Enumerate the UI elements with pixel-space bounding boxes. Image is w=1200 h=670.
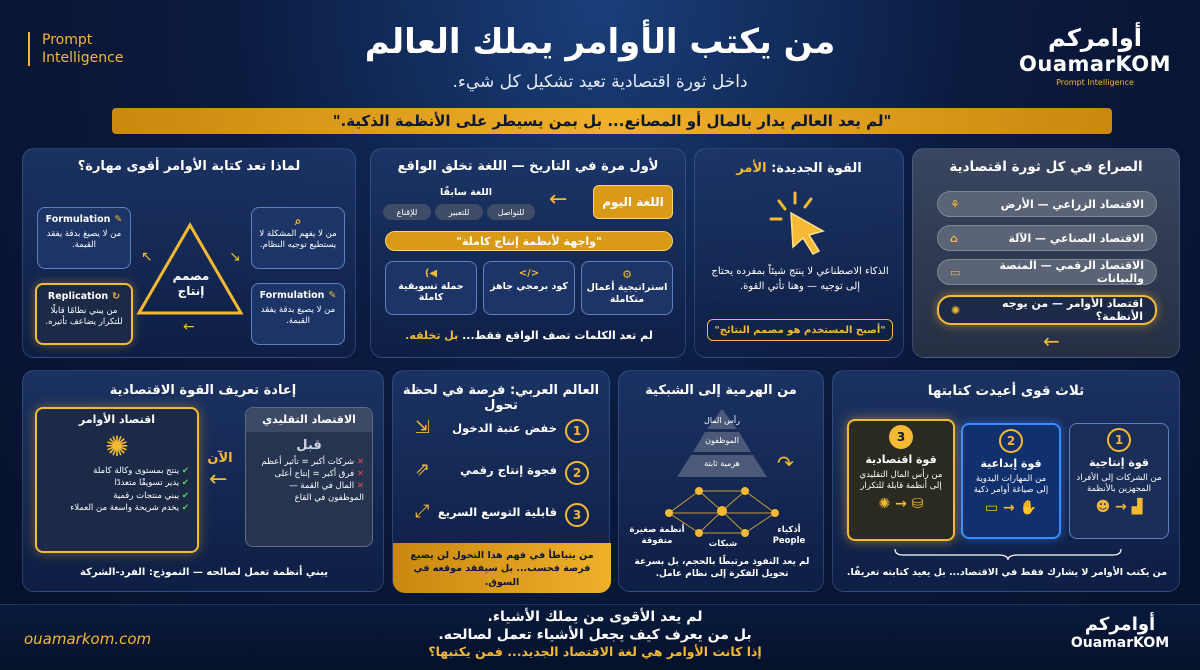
arrow-left-icon: ← — [209, 467, 228, 492]
order-item — [45, 465, 189, 477]
check-icon: ✔ — [179, 466, 189, 476]
skill-node-text: من لا يفهم المشكلة لا يستطيع توجيه النظام. — [259, 229, 337, 251]
arab-number: 1 — [565, 419, 589, 443]
cross-icon: ✕ — [354, 457, 364, 467]
power-item-text: من رأس المال التقليدي إلى أنظمة قابلة للتكرار — [859, 469, 943, 491]
conflict-item-label: الاقتصاد الصناعي — الآلة — [1008, 231, 1144, 245]
skill-node-top-right — [251, 207, 345, 269]
quote-text: "لم يعد العالم يدار بالمال أو المصانع... بل بمن يسيطر على الأنظمة الذكية." — [332, 112, 892, 130]
redefine-footer: يبني أنظمة تعمل لصالحه — النموذج: الفرد-الشركة — [80, 567, 328, 578]
power-title-prefix: القوة الجديدة: — [771, 161, 862, 176]
wheat-icon: ⚘ — [950, 197, 960, 211]
language-footer-accent: بل تخلقه. — [405, 329, 459, 342]
hand-chat-icon: ✋ → ▭ — [984, 499, 1038, 516]
power-number: 3 — [889, 425, 913, 449]
power-item-text: من المهارات اليدوية إلى صياغة أوامر ذكية — [973, 473, 1049, 495]
refresh-icon: Replication ↻ — [47, 291, 121, 302]
logo-tagline: Prompt Intelligence — [1056, 78, 1134, 87]
power-number: 2 — [999, 429, 1023, 453]
skill-node-text: من لا يصيغ بدقة يفقد القيمة. — [260, 304, 336, 326]
trad-item-text: شركات أكبر = تأثير أعظم — [261, 457, 355, 467]
power-item-title: قوة إبداعية — [980, 457, 1042, 470]
card-language — [370, 148, 686, 358]
card-skill-title: لماذا تعد كتابة الأوامر أقوى مهارة؟ — [77, 159, 301, 174]
order-item — [45, 502, 189, 514]
brand-left-line2: Intelligence — [42, 50, 124, 66]
power-item-2 — [961, 423, 1061, 539]
skill-node-bottom-right — [251, 283, 345, 345]
quote-banner — [112, 108, 1112, 134]
footer-logo-ar: أوامركم — [1084, 614, 1156, 635]
traditional-title: الاقتصاد التقليدي — [246, 408, 372, 432]
header-logo — [1010, 24, 1180, 87]
order-item-text: ينتج بمستوى وكالة كاملة — [93, 466, 180, 476]
card-arab — [392, 370, 610, 592]
brace-graphic — [893, 547, 1123, 561]
check-icon: ✔ — [179, 502, 189, 513]
skill-center: مصمم إنتاج — [172, 269, 210, 298]
footer-logo-en: OuamarKOM — [1070, 635, 1170, 651]
conflict-item-2 — [937, 225, 1157, 251]
page-subtitle: داخل ثورة اقتصادية تعيد تشكيل كل شيء. — [452, 72, 748, 92]
brand-left — [28, 32, 123, 66]
order-item-text: يدير تسويقًا متعددًا — [114, 478, 180, 489]
power-item-3 — [847, 419, 955, 541]
trad-item-text: المال في القمة — الموظفون في القاع — [289, 480, 364, 503]
page-title: من يكتب الأوامر يملك العالم — [364, 22, 836, 62]
check-icon: ✔ — [179, 478, 189, 489]
network-label-systems: أنظمة صغيرة متفوقة — [629, 525, 685, 547]
card-language-title: لأول مرة في التاريخ — اللغة تخلق الواقع — [397, 159, 659, 174]
trad-item — [254, 457, 364, 469]
skill-node-text: من يبني نظامًا قابلًا للتكرار يضاعف تأثيره. — [45, 305, 123, 327]
brand-left-line1: Prompt — [42, 32, 93, 48]
network-footer: لم يعد النفوذ مرتبطًا بالحجم، بل بسرعة تحويل الفكرة إلى نظام عامل. — [634, 557, 810, 579]
language-footer-plain: لم تعد الكلمات تصف الواقع فقط... — [462, 329, 653, 342]
footer-line1: لم يعد الأقوى من يملك الأشياء. — [487, 609, 703, 625]
monitor-icon: ▭ — [950, 265, 961, 279]
power-number: 1 — [1107, 428, 1131, 452]
tag-expression: للتعبير — [435, 204, 483, 220]
barrier-icon: ⇲ — [415, 417, 431, 438]
network-icon: ✺ — [105, 430, 129, 463]
arrow-left-icon: ← — [549, 187, 568, 212]
card-network-title: من الهرمية إلى الشبكية — [645, 383, 797, 398]
order-item — [45, 490, 189, 502]
footer-line2: بل من يعرف كيف يجعل الأشياء تعمل لصالحه. — [438, 627, 752, 644]
tag-communication: للتواصل — [487, 204, 535, 220]
now-label: الآن — [207, 451, 233, 466]
card-conflict — [912, 148, 1180, 358]
curved-arrow-icon: ↷ — [777, 451, 794, 475]
output-label: حملة تسويقية كاملة — [398, 280, 464, 304]
card-conflict-title: الصراع في كل ثورة اقتصادية — [949, 159, 1143, 175]
conflict-item-3 — [937, 259, 1157, 285]
arab-item: فجوة إنتاج رقمي — [460, 463, 557, 477]
trad-item-text: فرق أكبر = إنتاج أعلى — [274, 468, 355, 479]
arrow-left-icon: ← — [1043, 329, 1060, 353]
card-network — [618, 370, 824, 592]
traditional-list — [246, 453, 372, 509]
cross-icon: ✕ — [354, 468, 364, 479]
power-item-1 — [1069, 423, 1169, 539]
pyramid-level-1: رأس المال — [704, 416, 740, 425]
card-power — [694, 148, 904, 358]
arab-item: قابلية التوسع السريع — [437, 505, 557, 519]
coins-network-icon: ⛁ → ✺ — [878, 495, 924, 512]
arab-warning: من يتباطأ في فهم هذا التحول لن يضيع فرصة فحسب... بل سيفقد موقعه في السوق. — [393, 543, 611, 593]
pencil-icon: Formulation ✎ — [259, 290, 337, 301]
cycle-arrow-icon: ← — [183, 319, 195, 335]
card-three-footer: من يكتب الأوامر لا يشارك فقط في الاقتصاد... بل يعيد كتابته تعريفًا. — [846, 567, 1168, 578]
power-item-title: قوة اقتصادية — [865, 453, 937, 466]
output-campaign — [385, 261, 477, 315]
cross-icon: ✕ — [354, 480, 364, 491]
code-icon: </> — [518, 268, 540, 279]
network-icon: ✺ — [951, 303, 961, 317]
skill-node-bottom-left — [35, 283, 133, 345]
megaphone-icon: ◀) — [424, 268, 438, 279]
orders-panel — [35, 407, 199, 553]
tag-persuasion: للإقناع — [383, 204, 431, 220]
cycle-arrow-icon: ↘ — [229, 249, 241, 265]
skill-node-title: Formulation — [259, 290, 325, 301]
conflict-item-label: الاقتصاد الزراعي — الأرض — [1000, 197, 1144, 211]
network-label-people: أذكياء People — [772, 525, 806, 547]
pyramid-level-2: الموظفون — [705, 436, 739, 445]
order-item-text: يخدم شريحة واسعة من العملاء — [70, 502, 180, 513]
footer-text — [360, 608, 830, 661]
language-interface: "واجهة لأنظمة إنتاج كاملة" — [385, 231, 673, 251]
logo-ar: أوامركم — [1048, 24, 1142, 52]
power-quote: "أصبح المستخدم هو مصمم النتائج" — [707, 319, 893, 341]
footer-line3: إذا كانت الأوامر هي لغة الاقتصاد الجديد... فمن يكتبها؟ — [428, 644, 762, 660]
card-power-title — [695, 161, 903, 176]
card-three — [832, 370, 1180, 592]
skill-node-text: من لا يصيغ بدقة يفقد القيمة. — [46, 228, 122, 250]
arab-number: 2 — [565, 461, 589, 485]
traditional-before: قبل — [296, 438, 322, 453]
power-item-title: قوة إنتاجية — [1088, 456, 1150, 469]
strategy-icon: ⚙ — [622, 268, 632, 281]
card-arab-title: العالم العربي: فرصة في لحظة تحول — [402, 383, 600, 413]
trad-item — [254, 481, 364, 505]
cycle-arrow-icon: ↖ — [141, 249, 153, 265]
conflict-highlight-label: اقتصاد الأوامر — من يوجه الأنظمة؟ — [1002, 297, 1143, 323]
power-title-accent: الأمر — [736, 161, 767, 176]
check-icon: ✔ — [179, 490, 189, 501]
factory-person-icon: ▟ → ☻ — [1095, 498, 1143, 515]
order-item-text: يبني منتجات رقمية — [113, 490, 180, 501]
network-label-networks: شبكات — [708, 539, 738, 549]
language-before: اللغة سابقًا — [439, 187, 492, 198]
output-label: استراتيجية أعمال متكاملة — [586, 281, 668, 305]
card-redefine — [22, 370, 384, 592]
expand-icon: ⤢ — [415, 501, 430, 522]
output-code — [483, 261, 575, 315]
card-redefine-title: إعادة تعريف القوة الاقتصادية — [109, 383, 297, 398]
cursor-icon — [765, 189, 835, 259]
factory-icon: ⌂ — [950, 231, 958, 245]
search-icon: ⌕ — [294, 214, 302, 228]
trad-item — [254, 469, 364, 481]
conflict-item-1 — [937, 191, 1157, 217]
footer-logo — [1060, 614, 1180, 651]
power-item-text: من الشركات إلى الأفراد المجهزين بالأنظمة — [1076, 472, 1162, 494]
skill-node-title: Replication — [47, 291, 109, 302]
card-skill — [22, 148, 356, 358]
traditional-panel — [245, 407, 373, 547]
card-three-title: ثلاث قوى أعيدت كتابتها — [927, 383, 1085, 399]
footer-url[interactable]: ouamarkom.com — [24, 630, 152, 648]
growth-icon: ⇗ — [415, 459, 431, 480]
power-body: الذكاء الاصطناعي لا ينتج شيئاً بمفرده يحتاج إلى توجيه — وهنا تأتي القوة. — [711, 266, 889, 292]
output-strategy — [581, 261, 673, 315]
skill-node-top-left — [37, 207, 131, 269]
orders-title: اقتصاد الأوامر — [78, 413, 156, 426]
conflict-highlight — [937, 295, 1157, 325]
pencil-icon: Formulation ✎ — [45, 214, 123, 225]
output-label: كود برمجي جاهز — [490, 280, 568, 292]
skill-node-title: Formulation — [45, 214, 111, 225]
pyramid-level-3: هرمية ثابتة — [704, 459, 740, 468]
arab-number: 3 — [565, 503, 589, 527]
language-today: اللغة اليوم — [593, 185, 673, 219]
orders-list — [37, 463, 197, 516]
order-item — [45, 477, 189, 489]
conflict-item-label: الاقتصاد الرقمي — المنصة والبيانات — [999, 259, 1144, 285]
language-footer — [381, 329, 677, 342]
arab-item: خفض عتبة الدخول — [452, 421, 557, 435]
logo-en: OuamarKOM — [1019, 52, 1171, 76]
